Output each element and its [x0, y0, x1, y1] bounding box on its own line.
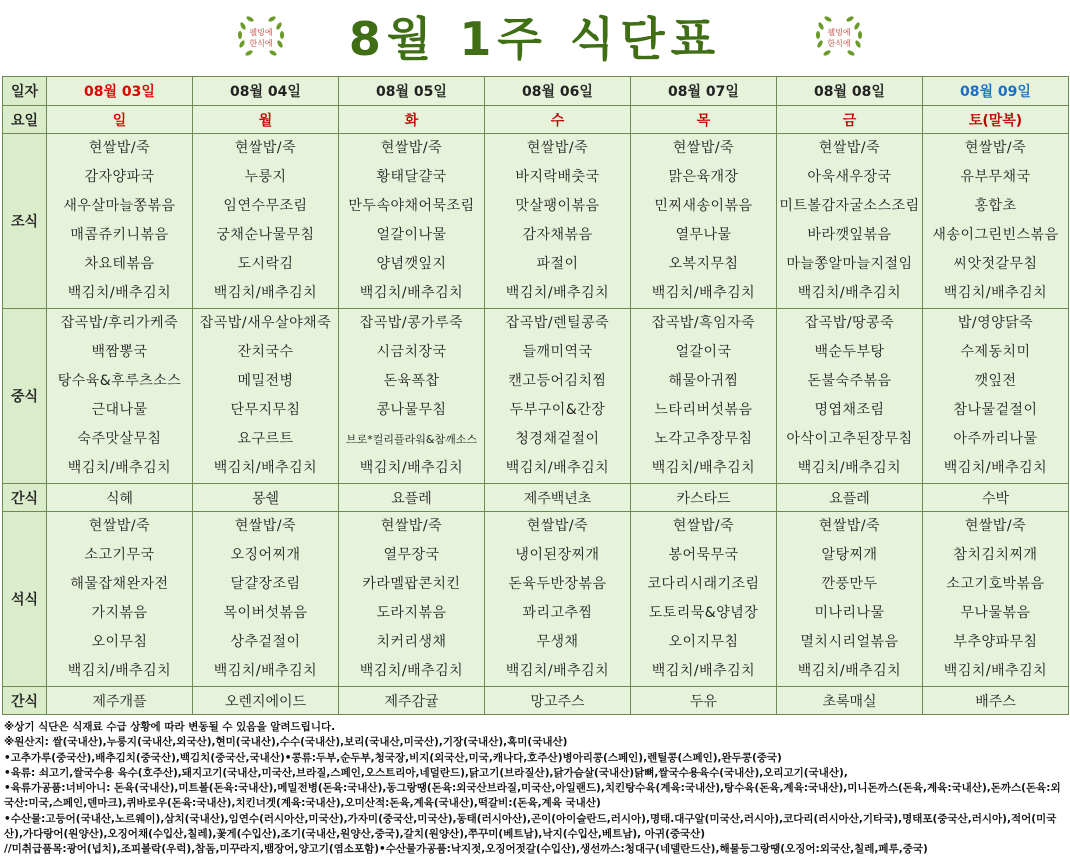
lunch-menu-item: 깻잎전 [974, 373, 1017, 389]
breakfast-menu-item: 누룽지 [244, 169, 287, 185]
snack2-menu-cell: 두유 [631, 687, 777, 715]
lunch-menu-item: 잡곡밥/땅콩죽 [804, 315, 895, 331]
weekly-menu-table [2, 76, 1069, 715]
snack1-menu-cell: 요플레 [339, 484, 485, 512]
lunch-menu-item: 숙주맛살무침 [77, 431, 162, 447]
dinner-menu-item: 알탕찌개 [821, 547, 878, 563]
snack1-menu-cell: 카스타드 [631, 484, 777, 512]
breakfast-menu-item: 도시락김 [237, 256, 294, 272]
breakfast-menu-item: 현쌀밥/죽 [818, 140, 881, 156]
breakfast-menu-item: 임연수무조림 [223, 198, 308, 214]
lunch-menu-item: 백김치/배추김치 [797, 460, 902, 476]
date-cell: 08월 09일 [923, 77, 1069, 106]
lunch-menu-item: 두부구이&간장 [509, 402, 606, 418]
weekday-cell: 월 [193, 106, 339, 134]
dinner-menu-item: 현쌀밥/죽 [818, 518, 881, 534]
snack1-menu-cell: 식혜 [47, 484, 193, 512]
breakfast-menu-cell [777, 134, 923, 309]
breakfast-menu-item: 미트볼감자굴소스조림 [779, 198, 920, 214]
breakfast-header: 조식 [3, 134, 47, 309]
dinner-menu-item: 봉어묵무국 [668, 547, 739, 563]
dinner-menu-item: 참치김치찌개 [953, 547, 1038, 563]
svg-text:한식에: 한식에 [827, 39, 851, 48]
dinner-menu-item: 현쌀밥/죽 [526, 518, 589, 534]
date-cell: 08월 06일 [485, 77, 631, 106]
dinner-menu-item: 카라멜팝콘치킨 [362, 576, 461, 592]
dinner-menu-item: 백김치/배추김치 [651, 663, 756, 679]
breakfast-menu-item: 파절이 [536, 256, 579, 272]
lunch-menu-item: 명엽채조림 [814, 402, 885, 418]
breakfast-menu-item: 백김치/배추김치 [505, 285, 610, 301]
dinner-menu-cell [339, 512, 485, 687]
lunch-menu-item: 근대나물 [91, 402, 148, 418]
dinner-menu-item: 치커리생채 [376, 634, 447, 650]
dinner-menu-item: 도토리묵&양념장 [648, 605, 759, 621]
snack2-menu-cell: 제주감귤 [339, 687, 485, 715]
lunch-menu-item: 아삭이고추된장무침 [786, 431, 913, 447]
lunch-menu-item: 청경채겉절이 [515, 431, 600, 447]
lunch-menu-item: 탕수육&후루츠소스 [57, 373, 182, 389]
lunch-menu-item: 단무지무침 [230, 402, 301, 418]
lunch-menu-item: 잡곡밥/콩가루죽 [359, 315, 464, 331]
lunch-menu-item: 콩나물무침 [376, 402, 447, 418]
breakfast-menu-item: 현쌀밥/죽 [672, 140, 735, 156]
weekday-cell: 화 [339, 106, 485, 134]
weekday-cell: 금 [777, 106, 923, 134]
breakfast-menu-item: 차요테볶음 [84, 256, 155, 272]
lunch-menu-item: 백김치/배추김치 [943, 460, 1048, 476]
breakfast-menu-item: 유부무채국 [960, 169, 1031, 185]
breakfast-menu-item: 매콤쥬키니볶음 [70, 227, 169, 243]
dinner-menu-cell [923, 512, 1069, 687]
dinner-menu-item: 백김치/배추김치 [943, 663, 1048, 679]
lunch-menu-item: 백김치/배추김치 [651, 460, 756, 476]
lunch-menu-item: 해물아귀찜 [668, 373, 739, 389]
breakfast-menu-item: 얼갈이나물 [376, 227, 447, 243]
lunch-menu-item: 백김치/배추김치 [359, 460, 464, 476]
dinner-menu-item: 상추겉절이 [230, 634, 301, 650]
breakfast-menu-cell [47, 134, 193, 309]
dinner-menu-item: 도라지볶음 [376, 605, 447, 621]
dinner-menu-cell [777, 512, 923, 687]
dinner-menu-item: 오이지무침 [668, 634, 739, 650]
svg-text:웰빙에: 웰빙에 [827, 28, 851, 37]
svg-text:웰빙에: 웰빙에 [249, 28, 273, 37]
lunch-menu-item: 노각고추장무침 [654, 431, 753, 447]
lunch-menu-cell [777, 309, 923, 484]
lunch-menu-cell [47, 309, 193, 484]
note-line: •수산물:고등어(국내산,노르웨이),삼치(국내산),임연수(러시아산,미국산),가자미(중국산,미국산),동태(러시아산),곤이(아이슬란드,러시아),명태.대구알(미국산,러시아),코다리(러시아산,기타국),명태포(중국산,러시아),적어(미국산),가다랑어(원양산),오징어채(수입산,칠레),꽃게(수입산),조기(국내산,원양산,중국),갈치(원양산),쭈꾸미(베트남),낙지(수입산,베트남), 아귀(중국산) [4, 812, 1057, 841]
breakfast-menu-item: 아욱새우장국 [807, 169, 892, 185]
dinner-menu-item: 부추양파무침 [953, 634, 1038, 650]
dinner-menu-item: 백김치/배추김치 [359, 663, 464, 679]
note-line: •고추가루(중국산),배추김치(중국산),백김치(중국산,국내산)•콩류:두부,순두부,청국장,비지(외국산,미국,캐나다,호주산)병아리콩(스페인),렌틸콩(스페인),완두콩(중국) [4, 751, 782, 764]
breakfast-row [3, 134, 1069, 309]
dinner-menu-cell [47, 512, 193, 687]
breakfast-menu-item: 황태달걀국 [376, 169, 447, 185]
breakfast-menu-cell [339, 134, 485, 309]
snack1-menu-cell: 제주백년초 [485, 484, 631, 512]
lunch-header: 중식 [3, 309, 47, 484]
breakfast-menu-item: 백김치/배추김치 [943, 285, 1048, 301]
breakfast-menu-item: 민찌새송이볶음 [654, 198, 753, 214]
breakfast-menu-item: 맑은육개장 [668, 169, 739, 185]
snack1-header: 간식 [3, 484, 47, 512]
leaf-wreath-logo-icon [810, 8, 868, 66]
dinner-menu-item: 깐풍만두 [821, 576, 878, 592]
snack2-menu-cell: 망고주스 [485, 687, 631, 715]
breakfast-menu-item: 백김치/배추김치 [651, 285, 756, 301]
weekday-cell: 토(말복) [923, 106, 1069, 134]
dinner-menu-item: 백김치/배추김치 [797, 663, 902, 679]
snack2-row [3, 687, 1069, 715]
lunch-menu-cell [631, 309, 777, 484]
snack1-menu-cell: 몽쉘 [193, 484, 339, 512]
dinner-menu-item: 미나리나물 [814, 605, 885, 621]
breakfast-menu-cell [631, 134, 777, 309]
breakfast-menu-item: 현쌀밥/죽 [526, 140, 589, 156]
dinner-menu-item: 소고기무국 [84, 547, 155, 563]
lunch-menu-cell [193, 309, 339, 484]
breakfast-menu-item: 씨앗젓갈무침 [953, 256, 1038, 272]
dinner-menu-cell [485, 512, 631, 687]
dinner-menu-item: 꽈리고추찜 [522, 605, 593, 621]
dinner-menu-item: 무나물볶음 [960, 605, 1031, 621]
dinner-menu-item: 달걀장조림 [230, 576, 301, 592]
breakfast-menu-item: 백김치/배추김치 [67, 285, 172, 301]
lunch-menu-item: 잡곡밥/흑임자죽 [651, 315, 756, 331]
breakfast-menu-item: 새우살마늘쫑볶음 [63, 198, 176, 214]
dinner-menu-item: 현쌀밥/죽 [380, 518, 443, 534]
origin-notes [4, 720, 1066, 858]
breakfast-menu-item: 열무나물 [675, 227, 732, 243]
dinner-menu-cell [631, 512, 777, 687]
dinner-menu-item: 열무장국 [383, 547, 440, 563]
dinner-menu-item: 냉이된장찌개 [515, 547, 600, 563]
date-cell: 08월 05일 [339, 77, 485, 106]
breakfast-menu-item: 현쌀밥/죽 [88, 140, 151, 156]
lunch-menu-item: 수제동치미 [960, 344, 1031, 360]
dinner-header: 석식 [3, 512, 47, 687]
note-line: //미취급품목:광어(넙치),조피볼락(우럭),참돔,미꾸라지,뱀장어,양고기(염소포함)•수산물가공품:낙지젓,오징어젓갈(수입산),생선까스:청대구(네델란드산),해물등그랑땡(오징어:외국산,칠레,페루,중국) [4, 843, 928, 856]
breakfast-menu-item: 오복지무침 [668, 256, 739, 272]
page-title: 8월 1주 식단표 [348, 12, 722, 66]
dinner-menu-item: 현쌀밥/죽 [234, 518, 297, 534]
weekday-row [3, 106, 1069, 134]
lunch-menu-item: 백순두부탕 [814, 344, 885, 360]
dinner-menu-item: 백김치/배추김치 [213, 663, 318, 679]
lunch-menu-item: 잡곡밥/렌틸콩죽 [505, 315, 610, 331]
lunch-menu-cell [339, 309, 485, 484]
lunch-menu-item: 돈불숙주볶음 [807, 373, 892, 389]
date-header: 일자 [3, 77, 47, 106]
note-line: •육류: 쇠고기,쌀국수용 육수(호주산),돼지고기(국내산,미국산,브라질,스페인,오스트리아,네덜란드),닭고기(브라질산),닭가슴살(국내산)닭뼈,쌀국수용육수(국내산),오리고기(국내산), [4, 766, 848, 779]
snack2-header: 간식 [3, 687, 47, 715]
breakfast-menu-item: 바지락배춧국 [515, 169, 600, 185]
lunch-menu-item: 아주까리나물 [953, 431, 1038, 447]
date-cell: 08월 03일 [47, 77, 193, 106]
dinner-menu-item: 무생채 [536, 634, 579, 650]
snack2-menu-cell: 배주스 [923, 687, 1069, 715]
breakfast-menu-item: 맛살팽이볶음 [515, 198, 600, 214]
lunch-menu-item: 캔고등어김치찜 [508, 373, 607, 389]
lunch-menu-item: 백김치/배추김치 [505, 460, 610, 476]
dinner-menu-item: 돈육두반장볶음 [508, 576, 607, 592]
dinner-row [3, 512, 1069, 687]
snack1-row [3, 484, 1069, 512]
lunch-menu-cell [923, 309, 1069, 484]
dinner-menu-item: 현쌀밥/죽 [88, 518, 151, 534]
snack1-menu-cell: 수박 [923, 484, 1069, 512]
lunch-menu-item: 브로*컬리플라워&참깨소스 [346, 433, 477, 446]
weekday-cell: 목 [631, 106, 777, 134]
lunch-menu-item: 백짬뽕국 [91, 344, 148, 360]
dinner-menu-item: 목이버섯볶음 [223, 605, 308, 621]
lunch-menu-item: 느타리버섯볶음 [654, 402, 753, 418]
breakfast-menu-item: 감자양파국 [84, 169, 155, 185]
note-line: ※원산지: 쌀(국내산),누룽지(국내산,외국산),현미(국내산),수수(국내산),보리(국내산,미국산),기장(국내산),흑미(국내산) [4, 736, 568, 749]
date-cell: 08월 08일 [777, 77, 923, 106]
dinner-menu-item: 코다리시래기조림 [647, 576, 760, 592]
lunch-menu-item: 잔치국수 [237, 344, 294, 360]
breakfast-menu-item: 백김치/배추김치 [797, 285, 902, 301]
breakfast-menu-item: 양념깻잎지 [376, 256, 447, 272]
lunch-row [3, 309, 1069, 484]
breakfast-menu-item: 바라깻잎볶음 [807, 227, 892, 243]
lunch-menu-item: 시금치장국 [376, 344, 447, 360]
breakfast-menu-item: 현쌀밥/죽 [964, 140, 1027, 156]
dinner-menu-item: 현쌀밥/죽 [964, 518, 1027, 534]
lunch-menu-item: 메밀전병 [237, 373, 294, 389]
lunch-menu-item: 요구르트 [237, 431, 294, 447]
breakfast-menu-item: 만두속야채어묵조림 [348, 198, 475, 214]
dinner-menu-item: 현쌀밥/죽 [672, 518, 735, 534]
lunch-menu-item: 잡곡밥/후리가케죽 [60, 315, 179, 331]
lunch-menu-item: 백김치/배추김치 [67, 460, 172, 476]
lunch-menu-item: 참나물겉절이 [953, 402, 1038, 418]
dinner-menu-item: 백김치/배추김치 [67, 663, 172, 679]
breakfast-menu-cell [193, 134, 339, 309]
snack1-menu-cell: 요플레 [777, 484, 923, 512]
breakfast-menu-item: 현쌀밥/죽 [380, 140, 443, 156]
snack2-menu-cell: 오렌지에이드 [193, 687, 339, 715]
lunch-menu-item: 백김치/배추김치 [213, 460, 318, 476]
weekday-header: 요일 [3, 106, 47, 134]
breakfast-menu-cell [923, 134, 1069, 309]
note-line: •육류가공품:너비아니: 돈육(국내산),미트볼(돈육:국내산),메밀전병(돈육:국내산),동그랑땡(돈육:외국산브라질,미국산,아일랜드),치킨탕수육(계육:국내산),탕수육(돈육,계육:국내산),미니돈까스(돈육,계육:국내산),돈까스(돈육:외국산:미국,스페인,덴마크),퀴바로우(돈육:국내산),치킨너겟(계육:국내산),오미산적:돈육,계육(국내산),떡갈비:(돈육,계육 국내산) [4, 782, 1061, 810]
svg-text:한식에: 한식에 [249, 39, 273, 48]
weekday-cell: 수 [485, 106, 631, 134]
breakfast-menu-cell [485, 134, 631, 309]
dinner-menu-item: 소고기호박볶음 [946, 576, 1045, 592]
breakfast-menu-item: 백김치/배추김치 [213, 285, 318, 301]
breakfast-menu-item: 백김치/배추김치 [359, 285, 464, 301]
lunch-menu-item: 돈육폭찹 [383, 373, 440, 389]
dinner-menu-item: 백김치/배추김치 [505, 663, 610, 679]
dinner-menu-item: 오이무침 [91, 634, 148, 650]
dinner-menu-item: 오징어찌개 [230, 547, 301, 563]
lunch-menu-item: 잡곡밥/새우살야채죽 [199, 315, 332, 331]
lunch-menu-item: 얼갈이국 [675, 344, 732, 360]
date-row [3, 77, 1069, 106]
breakfast-menu-item: 홍합초 [974, 198, 1017, 214]
weekday-cell: 일 [47, 106, 193, 134]
dinner-menu-item: 해물잡채완자전 [70, 576, 169, 592]
breakfast-menu-item: 현쌀밥/죽 [234, 140, 297, 156]
dinner-menu-item: 가지볶음 [91, 605, 148, 621]
lunch-menu-item: 밥/영양닭죽 [957, 315, 1034, 331]
page-header [0, 0, 1070, 76]
note-line: ※상기 식단은 식재료 수급 상황에 따라 변동될 수 있음을 알려드립니다. [4, 721, 336, 733]
lunch-menu-cell [485, 309, 631, 484]
breakfast-menu-item: 새송이그린빈스볶음 [932, 227, 1059, 243]
dinner-menu-item: 멸치시리얼볶음 [800, 634, 899, 650]
breakfast-menu-item: 감자채볶음 [522, 227, 593, 243]
date-cell: 08월 04일 [193, 77, 339, 106]
breakfast-menu-item: 궁채순나물무침 [216, 227, 315, 243]
lunch-menu-item: 들깨미역국 [522, 344, 593, 360]
dinner-menu-cell [193, 512, 339, 687]
snack2-menu-cell: 초록매실 [777, 687, 923, 715]
snack2-menu-cell: 제주개플 [47, 687, 193, 715]
breakfast-menu-item: 마늘쫑알마늘지절임 [786, 256, 913, 272]
date-cell: 08월 07일 [631, 77, 777, 106]
